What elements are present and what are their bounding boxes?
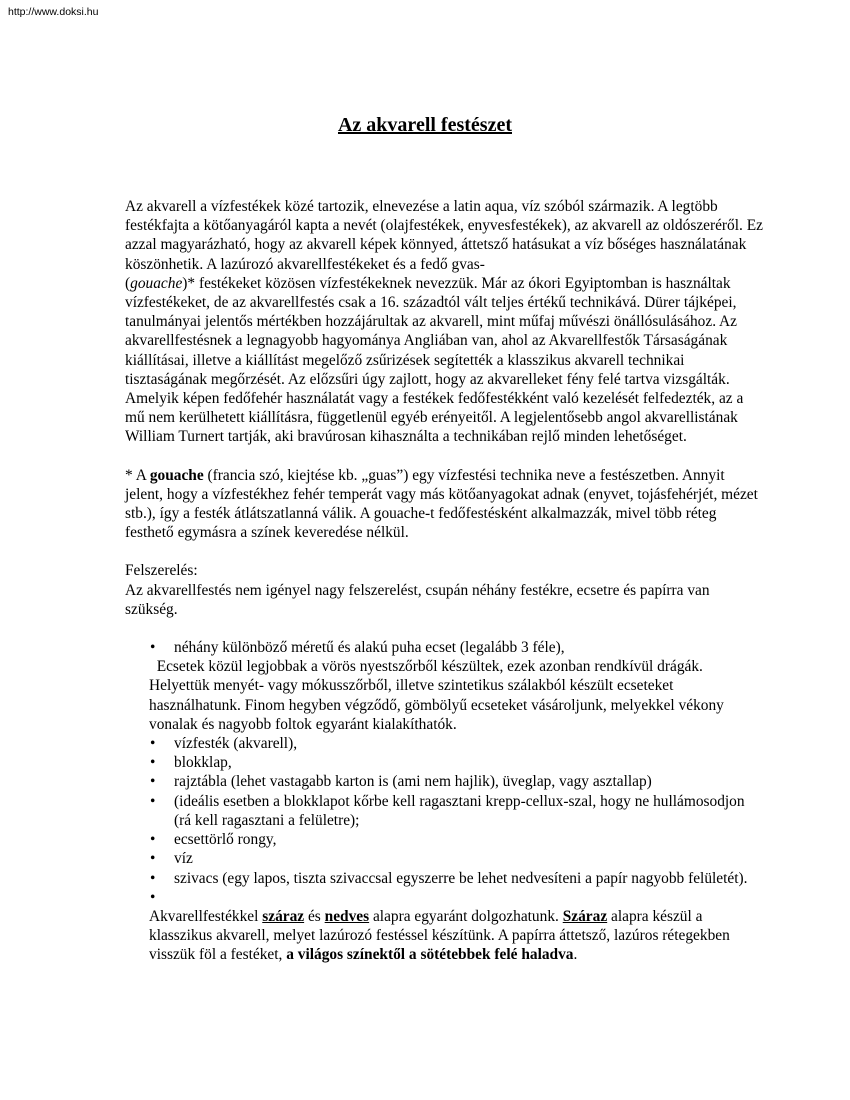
source-url: http://www.doksi.hu (8, 6, 99, 18)
closing-text: alapra készül a klasszikus akvarell, melyet lazúrozó festéssel készítünk. A papírra áttetsző, lazúros rétegekben visszük föl a festéket, (149, 907, 730, 964)
bullet: • (150, 735, 156, 753)
closing-paragraph (125, 907, 765, 965)
bullet: • (150, 850, 156, 868)
equipment-list (125, 638, 765, 657)
document-body (125, 197, 765, 965)
term-dry-2: Száraz (562, 907, 608, 925)
closing-text: és (304, 907, 325, 925)
list-item (125, 792, 765, 830)
closing-text: alapra egyaránt dolgozhatunk. (369, 907, 563, 925)
note-text: (francia szó, kiejtése kb. „guas”) egy vízfestési technika neve a festészetben. Annyit jelent, hogy a vízfestékhez fehér temperát vagy más kötőanyagokat adnak (enyvet, tojásfehérjét, mézet stb.), így a festék átlátszatlanná válik. A gouache-t fedőfestésként alkalmazzák, mivel több réteg festhető egymásra a színek keveredése nélkül. (125, 466, 758, 542)
list-item-text: szivacs (egy lapos, tiszta szivaccsal egyszerre be lehet nedvesíteni a papír nagyobb felületét). (174, 869, 748, 887)
note-bold-term: gouache (149, 466, 204, 484)
bullet: • (150, 888, 156, 906)
list-item-text: néhány különböző méretű és alakú puha ecset (legalább 3 féle), (174, 639, 565, 657)
bullet: • (150, 773, 156, 791)
note-prefix: * A (125, 466, 150, 484)
bullet: • (150, 792, 156, 810)
closing-text: Akvarellfestékkel (149, 907, 263, 925)
list-item-text: ecsettörlő rongy, (174, 831, 277, 849)
term-wet: nedves (324, 907, 370, 925)
bullet: • (150, 831, 156, 849)
intro-italic-term: gouache (130, 274, 183, 292)
list-item-text: (ideális esetben a blokklapot kőrbe kell ragasztani krepp-cellux-szal, hogy ne hullámosodjon (rá kell ragasztani a felületre); (174, 792, 745, 829)
list-item-text: vízfesték (akvarell), (174, 735, 298, 753)
list-item (125, 849, 765, 868)
page-title: Az akvarell festészet (337, 114, 512, 136)
list-item-text: rajztábla (lehet vastagabb karton is (ami nem hajlik), üveglap, vagy asztallap) (174, 773, 652, 791)
equipment-text: Az akvarellfestés nem igényel nagy felszerelést, csupán néhány festékre, ecsetre és papírra van szükség. (125, 581, 710, 618)
list-item-text: blokklap, (174, 754, 232, 772)
list-item-empty (125, 888, 765, 907)
term-dry: száraz (262, 907, 305, 925)
equipment-heading: Felszerelés: (125, 562, 198, 580)
list-item (125, 734, 765, 753)
list-item (125, 753, 765, 772)
brush-detail: Ecsetek közül legjobbak a vörös nyestszőrből készültek, ezek azonban rendkívül drágák. Helyettük menyét- vagy mókusszőrből, illetve szintetikus szálakból készült ecseteket használhatunk. Finom hegyben végződő, gömbölyű ecseteket vásároljunk, melyekkel vékony vonalak és nagyobb foltok egyaránt kialakíthatók. (149, 658, 728, 733)
bullet: • (150, 639, 156, 657)
intro-paragraph: Az akvarell a vízfestékek közé tartozik, elnevezése a latin aqua, víz szóból származik. A legtöbb festékfajta a kötőanyagáról kapta a nevét (olajfestékek, enyvesfestékek), az akvarell az oldószeréről. Ez azzal magyarázható, hogy az akvarell képek könnyed, áttetsző hatásukat a víz bőséges használatának köszönhetik. A lazúrozó akvarellfestékeket és a fedő gvas- (gouache)* festékeket közösen vízfestékeknek nevezzük. Már az ókori Egyiptomban is használtak vízfestékeket, de az akvarellfestés csak a 16. századtól vált teljes értékű technikává. Dürer tájképei, tanulmányai jelentős mértékben hozzájárultak az akvarell, mint műfaj művészi önállósulásához. Az akvarellfestésnek a legnagyobb hagyománya Angliában van, ahol az Akvarellfestők Társaságának kiállításai, illetve a kiállítást megelőző zsűrizések segítették a klasszikus akvarell technikai tisztaságának megőrzését. Az előzsűri úgy zajlott, hogy az akvarelleket fény felé tartva vizsgálták. Amelyik képen fedőfehér használatát vagy a festékek fedőfestékként való kezelését felfedezték, az a mű nem kerülhetett kiállításra, függetlenül egyéb erényeitől. A legjelentősebb angol akvarellistának William Turnert tartják, aki bravúrosan kihasználta a technikában rejlő minden lehetőséget. (125, 198, 763, 446)
bullet: • (150, 754, 156, 772)
gouache-note (125, 466, 765, 543)
list-item (125, 869, 765, 888)
intro-text-rest: )* festékeket közösen vízfestékeknek nevezzük. Már az ókori Egyiptomban is használtak vízfestékeket, de az akvarellfestés csak a 16. századtól vált teljes értékű technikává. Dürer tájképei, tanulmányai jelentős mértékben hozzájárultak az akvarell, mint műfaj művészi önállósulásához. Az akvarellfestésnek a legnagyobb hagyománya Angliában van, ahol az Akvarellfestők Társaságának kiállításai, illetve a kiállítást megelőző zsűrizések segítették a klasszikus akvarell technikai tisztaságának megőrzését. Az előzsűri úgy zajlott, hogy az akvarelleket fény felé tartva vizsgálták. Amelyik képen fedőfehér használatát vagy a festékek fedőfestékként való kezelését felfedezték, az a mű nem kerülhetett kiállításra, függetlenül egyéb erényeitől. A legjelentősebb angol akvarellistának William Turnert tartják, aki bravúrosan kihasználta a technikában rejlő minden lehetőséget. (125, 274, 744, 446)
list-item (125, 638, 765, 657)
list-item (125, 772, 765, 791)
list-item-text: víz (174, 850, 193, 868)
bullet: • (150, 869, 156, 887)
closing-bold-phrase: a világos színektől a sötétebbek felé haladva (286, 946, 574, 964)
closing-text: . (573, 946, 578, 964)
list-item (125, 830, 765, 849)
intro-text: Az akvarell a vízfestékek közé tartozik, elnevezése a latin aqua, víz szóból származik. A legtöbb festékfajta a kötőanyagáról kapta a nevét (olajfestékek, enyvesfestékek), az akvarell az oldószeréről. Ez azzal magyarázható, hogy az akvarell képek könnyed, áttetsző hatásukat a víz bőséges használatának köszönhetik. A lazúrozó akvarellfestékeket és a fedő gvas- (125, 198, 763, 273)
equipment-list-cont (125, 734, 765, 907)
